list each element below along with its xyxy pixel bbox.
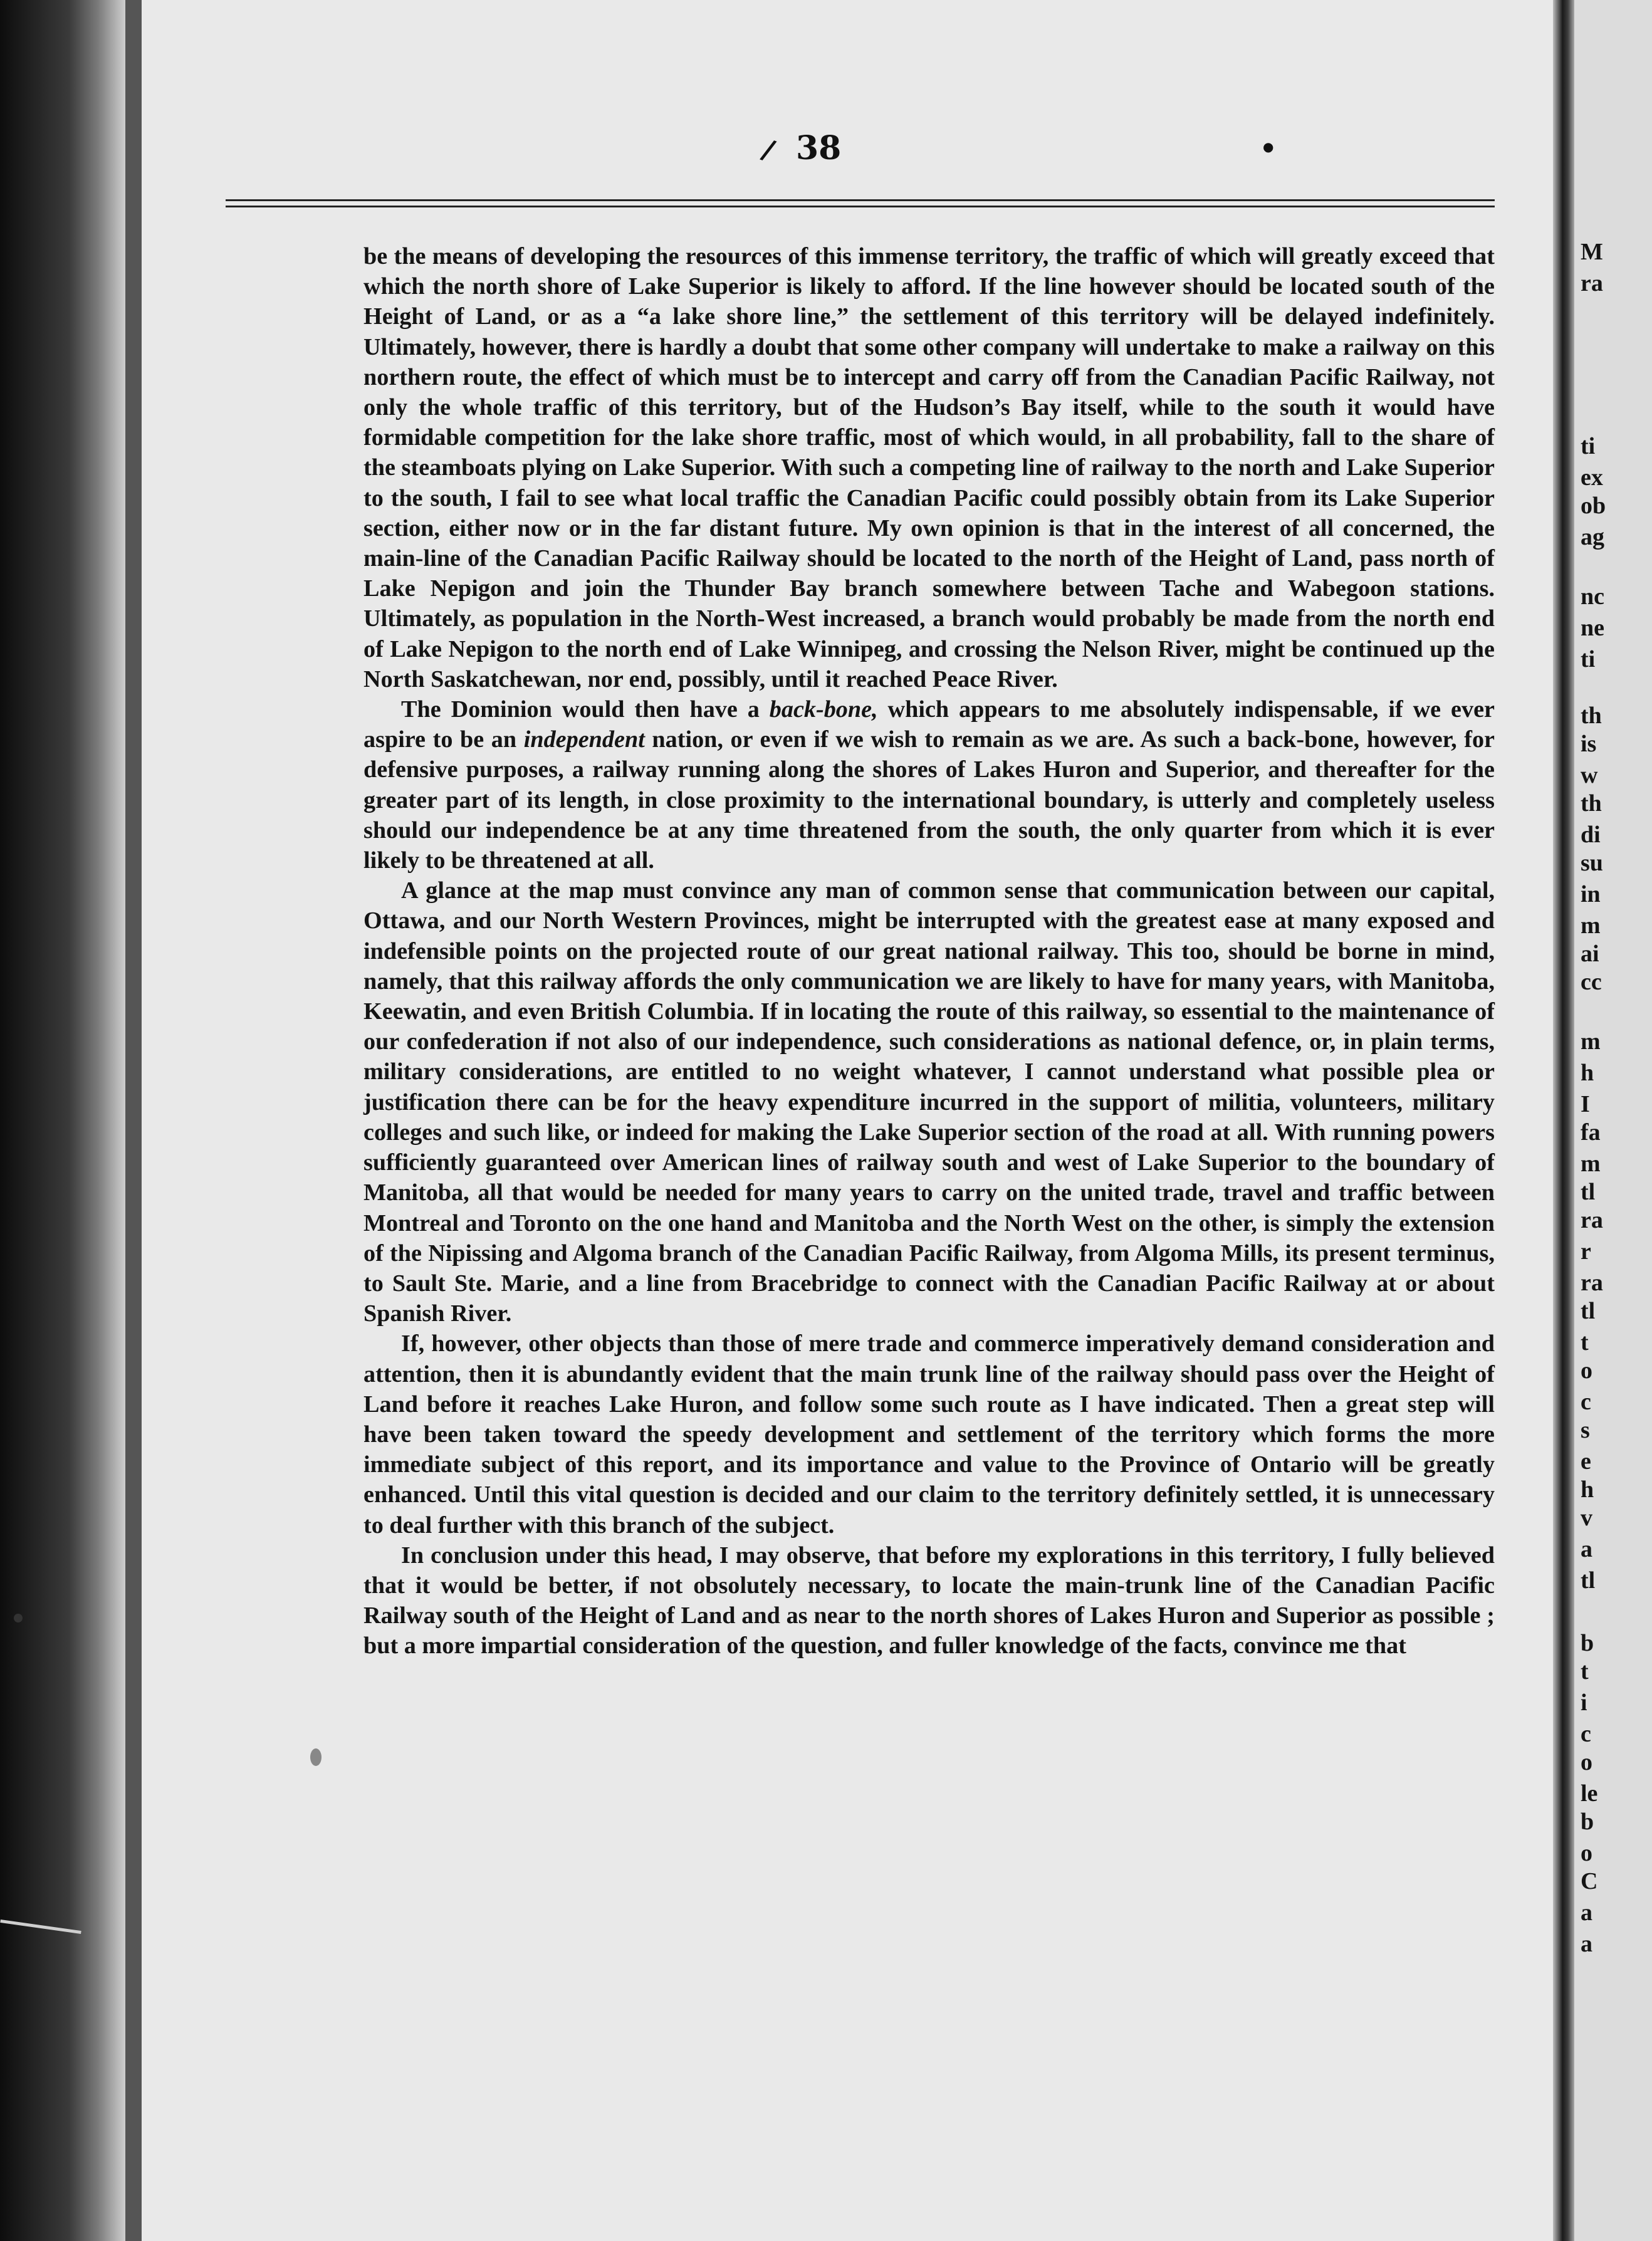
adjacent-page-text-fragment: m [1581,1028,1601,1055]
adjacent-page-text-fragment: ra [1581,1207,1603,1233]
adjacent-page-text-fragment: cc [1581,969,1602,995]
adjacent-page-text-fragment: th [1581,790,1602,817]
adjacent-page-text-fragment: tl [1581,1298,1596,1324]
header-rule-top [226,199,1495,201]
adjacent-page-text-fragment: m [1581,1151,1601,1177]
adjacent-page-text-fragment: tl [1581,1179,1596,1205]
adjacent-page-text-fragment: e [1581,1448,1591,1475]
adjacent-page-edge [1574,0,1652,2241]
adjacent-page-text-fragment: o [1581,1357,1592,1384]
page-gutter [1553,0,1574,2241]
adjacent-page-text-fragment: a [1581,1899,1592,1926]
adjacent-page-text-fragment: m [1581,912,1601,939]
ink-blot [14,1614,23,1622]
adjacent-page-text-fragment: c [1581,1389,1591,1415]
adjacent-page-text-fragment: ra [1581,270,1603,296]
adjacent-page-text-fragment: ag [1581,524,1604,550]
adjacent-page-text-fragment: M [1581,239,1603,265]
body-text [363,241,1495,1661]
adjacent-page-text-fragment: ex [1581,464,1603,491]
ink-blot [310,1748,322,1766]
adjacent-page-text-fragment: nc [1581,583,1604,610]
adjacent-page-text-fragment: tl [1581,1567,1596,1594]
book-binding-edge [0,0,125,2241]
adjacent-page-text-fragment: ti [1581,646,1596,672]
adjacent-page-text-fragment: b [1581,1630,1594,1656]
paragraph: A glance at the map must convince any man of common sense that communication between our capital, Ottawa, and our North Western Provinces, might be interrupted with the greatest ease at many exposed and indefensible points on the projected route of our great national railway. This too, should be borne in mind, namely, that this railway affords the only communication we are likely to have for many years, with Manitoba, Keewatin, and even British Columbia. If in locating the route of this railway, so essential to the maintenance of our confederation if not also of our independence, such considerations as national defence, or, in plain terms, military considerations, are entitled to no weight whatever, I cannot understand what possible plea or justification there can be for the heavy expenditure incurred in the support of militia, volunteers, military colleges and such like, or indeed for making the Lake Superior section of the road at all. With running powers sufficiently guaranteed over American lines of railway south and west of Lake Superior to the boundary of Manitoba, all that would be needed for many years to carry on the united trade, travel and traffic between Montreal and Toronto on the one hand and Manitoba and the North West on the other, is simply the extension of the Nipissing and Algoma branch of the Canadian Pacific Railway, from Algoma Mills, its present terminus, to Sault Ste. Marie, and a line from Bracebridge to connect with the Canadian Pacific Railway at or about Spanish River. [363,877,1495,1327]
adjacent-page-text-fragment: I [1581,1091,1590,1117]
adjacent-page-text-fragment: i [1581,1690,1587,1716]
adjacent-page-text-fragment: is [1581,731,1597,757]
adjacent-page-text-fragment: o [1581,1840,1592,1866]
adjacent-page-text-fragment: ne [1581,615,1604,641]
adjacent-page-text-fragment: o [1581,1749,1592,1775]
paragraph: In conclusion under this head, I may observe, that before my explorations in this territory, I fully believed that it would be better, if not obsolutely necessary, to locate the main-trunk line of the Canadian Pacific Railway south of the Height of Land and as near to the north shores of Lakes Huron and Superior as possible ; but a more impartial consideration of the question, and fuller knowledge of the facts, convince me that [363,1542,1495,1659]
adjacent-page-text-fragment: le [1581,1780,1598,1807]
header-rule-bottom [226,206,1495,207]
adjacent-page-text-fragment: a [1581,1931,1592,1957]
adjacent-page-text-fragment: h [1581,1060,1594,1086]
adjacent-page-text-fragment: ti [1581,433,1596,459]
adjacent-page-text-fragment: ai [1581,941,1599,967]
paragraph: If, however, other objects than those of mere trade and commerce imperatively demand consideration and attention, then it is abundantly evident that the main trunk line of the railway should pass over the Height of Land before it reaches Lake Huron, and follow some such route as I have indicated. Then a great step will have been taken toward the speedy development and settlement of the territory which forms the more immediate subject of this report, and its importance and value to the Province of Ontario will be greatly enhanced. Until this vital question is decided and our claim to the territory definitely settled, it is unnecessary to deal further with this branch of the subject. [363,1330,1495,1538]
adjacent-page-text-fragment: su [1581,850,1603,876]
adjacent-page-text-fragment: ra [1581,1270,1603,1296]
page-number: 38 [796,129,842,167]
adjacent-page-text-fragment: s [1581,1417,1590,1443]
adjacent-page-text-fragment: th [1581,703,1602,729]
adjacent-page-text-fragment: fa [1581,1119,1601,1146]
adjacent-page-text-fragment: a [1581,1536,1592,1562]
adjacent-page-text-fragment: in [1581,881,1601,907]
paragraph: The Dominion would then have a back-bone, which appears to me absolutely indispensable, if we ever aspire to be an independent nation, or even if we wish to remain as we are. As such a back-bone, however, for defensive purposes, a railway running along the shores of Lakes Huron and Superior, and thereafter for the greater part of its length, in close proximity to the international boundary, is utterly and completely useless should our independence be at any time threatened from the south, the only quarter from which it is ever likely to be threatened at all. [363,696,1495,874]
paragraph: be the means of developing the resources of this immense territory, the traffic of which will greatly exceed that which the north shore of Lake Superior is likely to afford. If the line however should be located south of the Height of Land, or as a “a lake shore line,” the settlement of this territory will be delayed indefinitely. Ultimately, however, there is hardly a doubt that some other company will undertake to make a railway on this northern route, the effect of which must be to intercept and carry off from the Canadian Pacific Railway, not only the whole traffic of this territory, but of the Hudson’s Bay itself, while to the south it would have formidable competition for the lake shore traffic, most of which would, in all probability, fall to the share of the steamboats plying on Lake Superior. With such a competing line of railway to the north and Lake Superior to the south, I fail to see what local traffic the Canadian Pacific could possibly obtain from its Lake Superior section, either now or in the far distant future. My own opinion is that in the interest of all concerned, the main-line of the Canadian Pacific Railway should be located to the north of the Height of Land, pass north of Lake Nepigon and join the Thunder Bay branch somewhere between Tache and Wabegoon stations. Ultimately, as population in the North-West increased, a branch would probably be made from the north end of Lake Nepigon to the north end of Lake Winnipeg, and crossing the Nelson River, might be continued up the North Saskatchewan, nor end, possibly, until it reached Peace River. [363,243,1495,692]
adjacent-page-text-fragment: t [1581,1329,1589,1356]
adjacent-page-text-fragment: h [1581,1476,1594,1503]
stray-pen-mark: / [758,133,779,167]
adjacent-page-text-fragment: di [1581,822,1601,848]
adjacent-page-text-fragment: C [1581,1868,1598,1894]
adjacent-page-text-fragment: v [1581,1505,1592,1531]
stray-dot-mark: ● [1263,139,1274,154]
adjacent-page-text-fragment: c [1581,1721,1591,1747]
adjacent-page-text-fragment: b [1581,1809,1594,1835]
adjacent-page-text-fragment: t [1581,1658,1589,1685]
adjacent-page-text-fragment: ob [1581,493,1606,519]
adjacent-page-text-fragment: w [1581,762,1598,788]
adjacent-page-text-fragment: r [1581,1238,1591,1265]
